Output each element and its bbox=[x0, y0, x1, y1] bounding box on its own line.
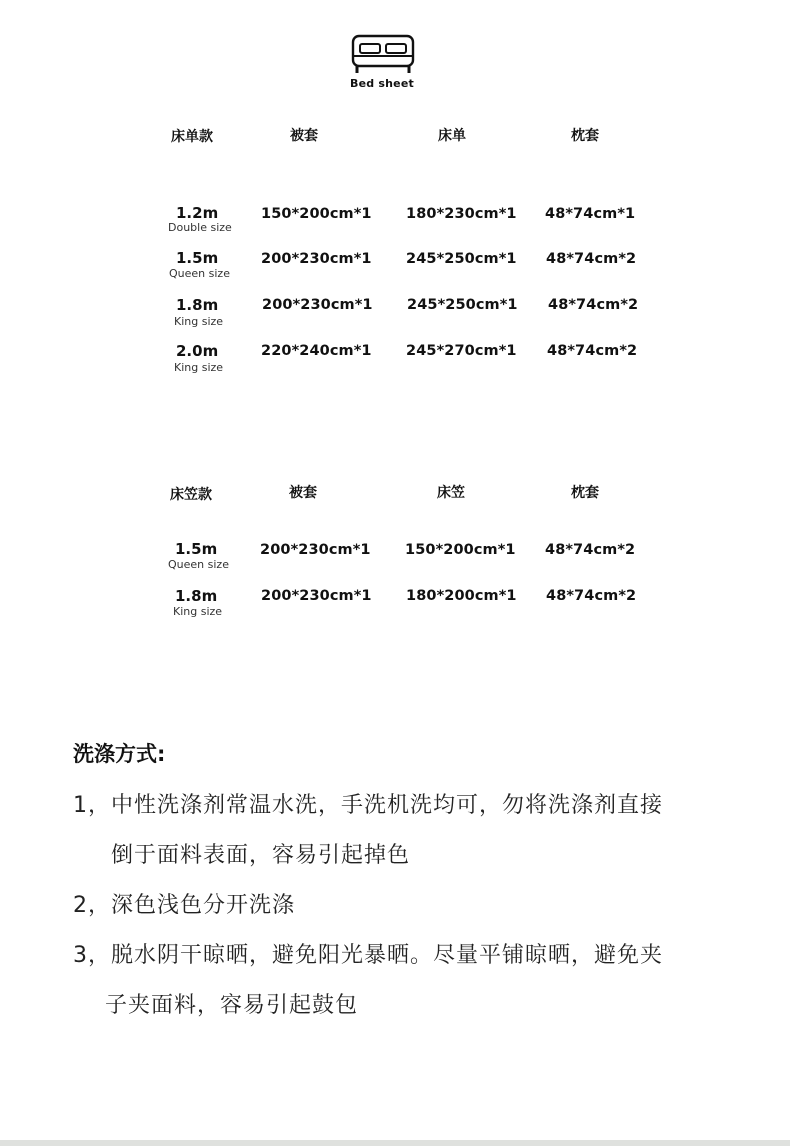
bed-sheet-title: Bed sheet bbox=[350, 77, 414, 90]
row-size: 2.0m bbox=[176, 342, 219, 360]
bottom-divider bbox=[0, 1140, 790, 1146]
row-pillow: 48*74cm*2 bbox=[546, 588, 637, 604]
washing-title: 洗涤方式: bbox=[73, 742, 166, 766]
row-pillow: 48*74cm*1 bbox=[545, 206, 636, 222]
row-sheet: 150*200cm*1 bbox=[405, 542, 516, 558]
row-size: 1.5m bbox=[176, 249, 219, 267]
row-size-label: Double size bbox=[168, 221, 232, 234]
washing-step-1-cont: 倒于面料表面，容易引起掉色 bbox=[111, 843, 411, 868]
row-duvet: 200*230cm*1 bbox=[261, 588, 372, 604]
row-sheet: 245*270cm*1 bbox=[406, 343, 517, 359]
bed-icon bbox=[349, 34, 417, 76]
row-size: 1.8m bbox=[175, 587, 218, 605]
header-pillow: 枕套 bbox=[571, 485, 599, 501]
header-pillow: 枕套 bbox=[571, 128, 599, 144]
row-duvet: 200*230cm*1 bbox=[262, 297, 373, 313]
row-sheet: 245*250cm*1 bbox=[406, 251, 517, 267]
header-sheet: 床单 bbox=[438, 128, 466, 144]
washing-step-3: 3，脱水阴干晾晒，避免阳光暴晒。尽量平铺晾晒，避免夹 bbox=[73, 943, 663, 968]
header-style: 床单款 bbox=[171, 129, 213, 145]
row-pillow: 48*74cm*2 bbox=[546, 251, 637, 267]
row-duvet: 200*230cm*1 bbox=[260, 542, 371, 558]
row-size-label: Queen size bbox=[169, 267, 230, 280]
row-sheet: 180*200cm*1 bbox=[406, 588, 517, 604]
row-pillow: 48*74cm*2 bbox=[548, 297, 639, 313]
row-size: 1.2m bbox=[176, 204, 219, 222]
washing-step-3-cont: 子夹面料，容易引起鼓包 bbox=[105, 993, 359, 1018]
row-size-label: Queen size bbox=[168, 558, 229, 571]
header-sheet: 床笠 bbox=[437, 485, 465, 501]
row-size-label: King size bbox=[174, 361, 224, 374]
row-size-label: King size bbox=[173, 605, 223, 618]
row-duvet: 220*240cm*1 bbox=[261, 343, 372, 359]
row-sheet: 245*250cm*1 bbox=[407, 297, 518, 313]
header-duvet: 被套 bbox=[290, 128, 318, 144]
row-size: 1.5m bbox=[175, 540, 218, 558]
header-duvet: 被套 bbox=[289, 485, 317, 501]
row-sheet: 180*230cm*1 bbox=[406, 206, 517, 222]
washing-step-1: 1，中性洗涤剂常温水洗，手洗机洗均可，勿将洗涤剂直接 bbox=[73, 793, 663, 818]
washing-step-2: 2，深色浅色分开洗涤 bbox=[73, 893, 295, 918]
row-size-label: King size bbox=[174, 315, 224, 328]
row-pillow: 48*74cm*2 bbox=[547, 343, 638, 359]
row-pillow: 48*74cm*2 bbox=[545, 542, 636, 558]
row-size: 1.8m bbox=[176, 296, 219, 314]
row-duvet: 200*230cm*1 bbox=[261, 251, 372, 267]
header-style: 床笠款 bbox=[170, 487, 212, 503]
row-duvet: 150*200cm*1 bbox=[261, 206, 372, 222]
